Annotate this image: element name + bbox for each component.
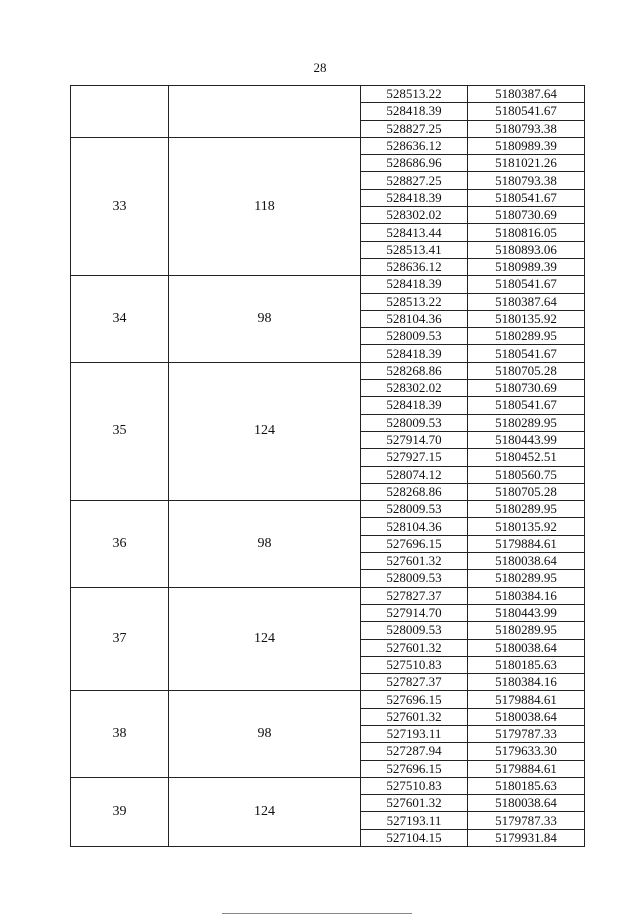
parcel-area-cell: 124 (169, 587, 361, 691)
coordinate-x-cell: 527193.11 (361, 812, 468, 829)
coordinate-y-cell: 5180560.75 (468, 466, 585, 483)
coordinate-y-cell: 5180384.16 (468, 674, 585, 691)
coordinate-x-cell: 527914.70 (361, 604, 468, 621)
coordinate-x-cell: 527601.32 (361, 708, 468, 725)
parcel-number-cell (71, 86, 169, 138)
table-row (71, 137, 585, 154)
coordinate-y-cell: 5180038.64 (468, 639, 585, 656)
coordinate-y-cell: 5180730.69 (468, 207, 585, 224)
coordinate-x-cell: 527601.32 (361, 795, 468, 812)
coordinate-x-cell: 527601.32 (361, 553, 468, 570)
parcel-area-cell: 98 (169, 691, 361, 777)
table-row (71, 276, 585, 293)
coordinate-y-cell: 5180384.16 (468, 587, 585, 604)
coordinate-x-cell: 528268.86 (361, 362, 468, 379)
coordinate-y-cell: 5180816.05 (468, 224, 585, 241)
coordinate-x-cell: 528104.36 (361, 310, 468, 327)
coordinate-x-cell: 527827.37 (361, 674, 468, 691)
page-number: 28 (313, 60, 327, 75)
parcel-area-cell (169, 86, 361, 138)
table-row (71, 362, 585, 379)
coordinate-y-cell: 5180289.95 (468, 328, 585, 345)
table-row (71, 777, 585, 794)
coordinate-y-cell: 5179884.61 (468, 691, 585, 708)
page-bottom-rule (222, 913, 412, 914)
coordinate-x-cell: 528827.25 (361, 120, 468, 137)
coordinate-y-cell: 5180541.67 (468, 276, 585, 293)
coordinate-x-cell: 527914.70 (361, 431, 468, 448)
coordinate-x-cell: 528009.53 (361, 622, 468, 639)
coordinate-x-cell: 528268.86 (361, 483, 468, 500)
coordinate-y-cell: 5179787.33 (468, 812, 585, 829)
coordinate-y-cell: 5180989.39 (468, 258, 585, 275)
coordinate-y-cell: 5180793.38 (468, 120, 585, 137)
coordinate-y-cell: 5180135.92 (468, 310, 585, 327)
coordinate-y-cell: 5180135.92 (468, 518, 585, 535)
coordinate-x-cell: 528418.39 (361, 276, 468, 293)
parcel-number-cell: 36 (71, 501, 169, 587)
parcel-number-cell: 33 (71, 137, 169, 275)
coordinate-x-cell: 528302.02 (361, 207, 468, 224)
coordinate-x-cell: 528009.53 (361, 414, 468, 431)
coordinate-x-cell: 528636.12 (361, 137, 468, 154)
coordinate-x-cell: 527696.15 (361, 535, 468, 552)
coordinate-y-cell: 5179633.30 (468, 743, 585, 760)
coordinate-y-cell: 5180289.95 (468, 622, 585, 639)
coordinate-y-cell: 5180730.69 (468, 380, 585, 397)
parcel-number-cell: 34 (71, 276, 169, 362)
coordinates-table-body (71, 86, 585, 847)
coordinate-y-cell: 5180541.67 (468, 189, 585, 206)
coordinate-x-cell: 528513.22 (361, 86, 468, 103)
coordinate-y-cell: 5179884.61 (468, 535, 585, 552)
coordinate-x-cell: 528009.53 (361, 570, 468, 587)
coordinate-y-cell: 5180289.95 (468, 570, 585, 587)
coordinate-y-cell: 5180793.38 (468, 172, 585, 189)
coordinate-x-cell: 528418.39 (361, 103, 468, 120)
parcel-number-cell: 39 (71, 777, 169, 846)
coordinate-y-cell: 5180541.67 (468, 345, 585, 362)
coordinate-x-cell: 528104.36 (361, 518, 468, 535)
coordinate-y-cell: 5180443.99 (468, 604, 585, 621)
coordinate-y-cell: 5179931.84 (468, 829, 585, 846)
parcel-area-cell: 124 (169, 362, 361, 500)
parcel-area-cell: 124 (169, 777, 361, 846)
coordinate-x-cell: 528009.53 (361, 501, 468, 518)
table-row (71, 86, 585, 103)
coordinate-x-cell: 527827.37 (361, 587, 468, 604)
coordinate-x-cell: 527927.15 (361, 449, 468, 466)
coordinate-x-cell: 528513.41 (361, 241, 468, 258)
coordinate-y-cell: 5180038.64 (468, 553, 585, 570)
coordinate-x-cell: 527696.15 (361, 691, 468, 708)
coordinate-x-cell: 527193.11 (361, 725, 468, 742)
parcel-number-cell: 37 (71, 587, 169, 691)
coordinate-y-cell: 5180185.63 (468, 777, 585, 794)
parcel-number-cell: 38 (71, 691, 169, 777)
coordinate-x-cell: 528686.96 (361, 155, 468, 172)
coordinate-x-cell: 528827.25 (361, 172, 468, 189)
coordinate-y-cell: 5180289.95 (468, 414, 585, 431)
table-row (71, 501, 585, 518)
coordinate-y-cell: 5179787.33 (468, 725, 585, 742)
coordinate-x-cell: 528009.53 (361, 328, 468, 345)
coordinate-x-cell: 528418.39 (361, 397, 468, 414)
coordinate-y-cell: 5180443.99 (468, 431, 585, 448)
coordinate-y-cell: 5180387.64 (468, 86, 585, 103)
coordinate-y-cell: 5180452.51 (468, 449, 585, 466)
parcel-number-cell: 35 (71, 362, 169, 500)
parcel-area-cell: 118 (169, 137, 361, 275)
coordinate-y-cell: 5180989.39 (468, 137, 585, 154)
coordinate-x-cell: 527104.15 (361, 829, 468, 846)
coordinate-y-cell: 5180038.64 (468, 795, 585, 812)
coordinate-x-cell: 528636.12 (361, 258, 468, 275)
coordinates-table (70, 85, 585, 847)
coordinate-x-cell: 528413.44 (361, 224, 468, 241)
coordinate-y-cell: 5180705.28 (468, 362, 585, 379)
coordinate-x-cell: 527287.94 (361, 743, 468, 760)
coordinate-x-cell: 528302.02 (361, 380, 468, 397)
coordinate-x-cell: 527510.83 (361, 777, 468, 794)
parcel-area-cell: 98 (169, 276, 361, 362)
coordinate-x-cell: 527601.32 (361, 639, 468, 656)
coordinate-y-cell: 5180541.67 (468, 397, 585, 414)
coordinate-x-cell: 528074.12 (361, 466, 468, 483)
coordinate-y-cell: 5179884.61 (468, 760, 585, 777)
coordinate-x-cell: 528513.22 (361, 293, 468, 310)
parcel-area-cell: 98 (169, 501, 361, 587)
table-row (71, 691, 585, 708)
coordinate-x-cell: 528418.39 (361, 345, 468, 362)
table-row (71, 587, 585, 604)
coordinate-x-cell: 527510.83 (361, 656, 468, 673)
coordinate-y-cell: 5180387.64 (468, 293, 585, 310)
coordinate-x-cell: 528418.39 (361, 189, 468, 206)
coordinate-x-cell: 527696.15 (361, 760, 468, 777)
coordinate-y-cell: 5181021.26 (468, 155, 585, 172)
coordinate-y-cell: 5180893.06 (468, 241, 585, 258)
coordinate-y-cell: 5180541.67 (468, 103, 585, 120)
coordinate-y-cell: 5180038.64 (468, 708, 585, 725)
coordinate-y-cell: 5180705.28 (468, 483, 585, 500)
coordinate-y-cell: 5180185.63 (468, 656, 585, 673)
coordinate-y-cell: 5180289.95 (468, 501, 585, 518)
